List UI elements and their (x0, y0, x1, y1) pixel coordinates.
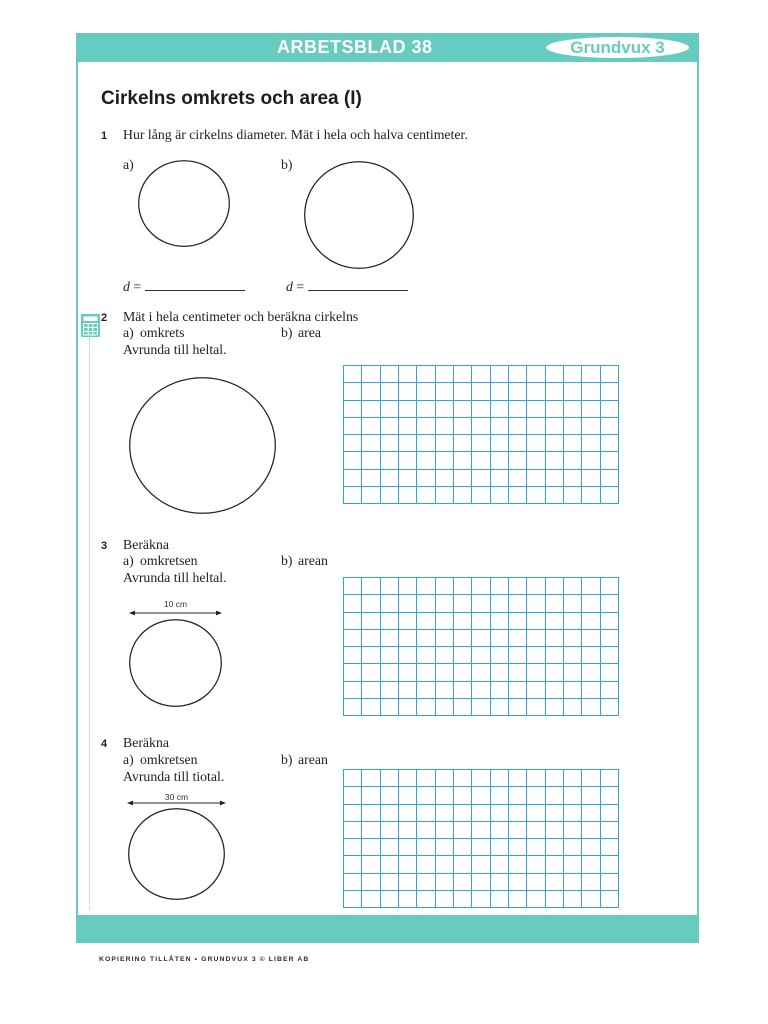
copyright-notice: KOPIERING TILLÅTEN • GRUNDVUX 3 © LIBER AB (99, 956, 310, 963)
question-3 (101, 537, 621, 609)
question-number: 3 (101, 540, 108, 552)
answer-blank (308, 280, 408, 291)
footer-band (76, 915, 699, 943)
arrow-head-left (127, 801, 133, 806)
circle-outline (130, 620, 222, 707)
circle-outline (130, 378, 276, 514)
course-badge-label: Grundvux 3 (570, 38, 665, 57)
question-number: 1 (101, 130, 108, 142)
answer-variable: d (123, 279, 130, 294)
calculator-icon (81, 314, 100, 337)
circle-figure (128, 808, 225, 900)
rounding-instruction: Avrunda till heltal. (123, 570, 227, 585)
part-a (123, 752, 197, 768)
answer-equals-sign: = (296, 279, 305, 294)
part-text: arean (298, 553, 328, 568)
part-b (281, 553, 328, 569)
circle-outline (129, 809, 225, 900)
answer-grid (343, 365, 619, 504)
part-a (123, 325, 184, 341)
rounding-instruction: Avrunda till tiotal. (123, 769, 225, 784)
part-text: arean (298, 752, 328, 767)
question-prompt: Hur lång är cirkelns diameter. Mät i hela och halva centimeter. (123, 127, 468, 142)
answer-variable: d (286, 279, 293, 294)
part-a (123, 553, 197, 569)
course-badge (546, 37, 689, 58)
dotted-margin-line (89, 338, 90, 910)
part-b (281, 752, 328, 768)
answer-grid (343, 769, 619, 908)
circle-outline (139, 161, 230, 247)
part-label: b) (281, 752, 293, 767)
circle-figure-a (138, 160, 230, 247)
part-b (281, 325, 321, 341)
worksheet-number-title: ARBETSBLAD 38 (277, 37, 433, 57)
part-label: a) (123, 752, 134, 767)
answer-line-b (286, 279, 408, 295)
part-label: b) (281, 553, 293, 568)
question-prompt: Mät i hela centimeter och beräkna cirkelns (123, 309, 359, 324)
arrow-head-right (220, 801, 226, 806)
diameter-arrow (129, 609, 222, 617)
part-text: area (298, 325, 321, 340)
rounding-instruction: Avrunda till heltal. (123, 342, 227, 357)
question-2 (101, 309, 621, 357)
question-prompt: Beräkna (123, 735, 169, 750)
part-label-a: a) (123, 157, 134, 172)
question-4 (101, 735, 621, 802)
circle-figure (129, 619, 222, 707)
part-text: omkretsen (140, 752, 198, 767)
part-label: a) (123, 553, 134, 568)
part-text: omkretsen (140, 553, 198, 568)
question-prompt: Beräkna (123, 537, 169, 552)
diameter-arrow (127, 799, 226, 807)
question-1 (101, 127, 621, 294)
part-text: omkrets (140, 325, 185, 340)
calculator-display (84, 317, 98, 322)
arrow-head-left (129, 611, 135, 616)
question-number: 2 (101, 312, 108, 324)
circle-figure-b (304, 161, 414, 269)
diameter-label: 30 cm (164, 792, 189, 802)
answer-blank (145, 280, 245, 291)
answer-grid (343, 577, 619, 716)
page-title: Cirkelns omkrets och area (I) (101, 88, 362, 109)
diameter-label: 10 cm (163, 599, 188, 609)
part-label: a) (123, 325, 134, 340)
answer-equals-sign: = (133, 279, 142, 294)
part-label-b: b) (281, 157, 293, 172)
part-label: b) (281, 325, 293, 340)
arrow-head-right (216, 611, 222, 616)
question-number: 4 (101, 738, 108, 750)
circle-outline (305, 162, 414, 269)
answer-line-a (123, 279, 245, 295)
circle-figure (129, 377, 276, 514)
